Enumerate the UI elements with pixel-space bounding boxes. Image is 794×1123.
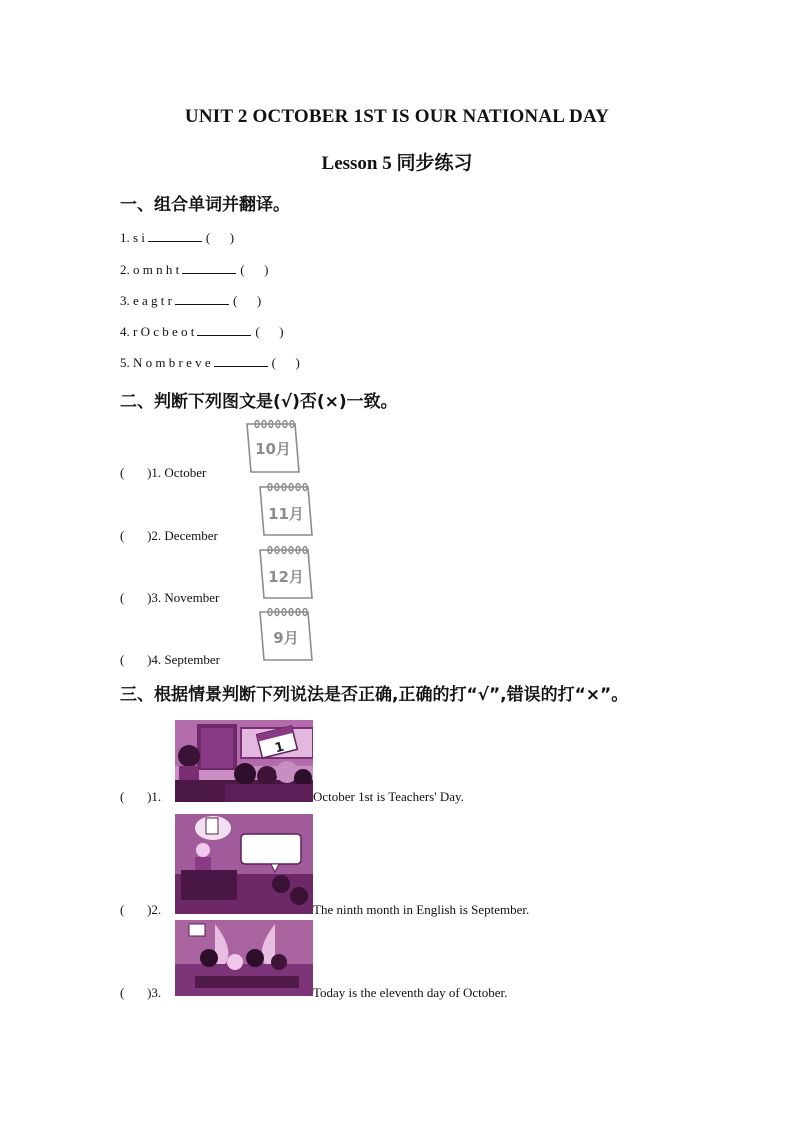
answer-paren[interactable]: ( )	[120, 902, 152, 917]
list-item	[120, 789, 161, 805]
calendar-label: 9月	[273, 629, 299, 647]
statement-text: The ninth month in English is September.	[313, 902, 530, 917]
statement-text: Today is the eleventh day of October.	[313, 985, 508, 1000]
answer-paren[interactable]: ( )	[120, 985, 152, 1000]
calendar-icon	[256, 606, 316, 666]
list-item	[120, 323, 284, 340]
answer-blank[interactable]	[148, 229, 202, 242]
list-item	[120, 652, 220, 668]
scrambled-letters: r O c b e o t	[133, 324, 195, 339]
scrambled-letters: o m n h t	[133, 262, 180, 277]
translation-paren[interactable]: ( )	[255, 324, 284, 339]
list-item	[120, 590, 219, 606]
calendar-day-number: 1	[273, 739, 286, 757]
month-word: 2. December	[151, 528, 218, 543]
translation-paren[interactable]: ( )	[240, 262, 269, 277]
translation-paren[interactable]: ( )	[232, 293, 262, 308]
calendar-label: 10月	[255, 440, 291, 458]
item-number: 1.	[120, 230, 130, 245]
list-item	[120, 261, 268, 278]
calendar-icon	[256, 544, 316, 604]
answer-paren[interactable]: ( )	[120, 465, 152, 480]
scrambled-letters: N o m b r e v e	[133, 355, 211, 370]
item-number: 2.	[120, 262, 130, 277]
calendar-label: 12月	[268, 568, 304, 586]
item-number: 3.	[151, 985, 162, 1000]
answer-paren[interactable]: ( )	[120, 789, 152, 804]
list-item	[120, 465, 206, 481]
section2-heading: 二、判断下列图文是(√)否(×)一致。	[120, 392, 398, 412]
month-word: 4. September	[151, 652, 221, 667]
section1-heading: 一、组合单词并翻译。	[120, 195, 290, 215]
calendar-icon	[243, 418, 303, 478]
item-number: 5.	[120, 355, 130, 370]
lesson-subtitle: Lesson 5 同步练习	[321, 153, 473, 174]
list-item	[120, 229, 234, 246]
answer-blank[interactable]	[182, 261, 236, 274]
classroom-calendar-picture	[175, 720, 313, 802]
month-word: 1. October	[151, 465, 207, 480]
teacher-speech-picture	[175, 814, 313, 914]
section3-heading: 三、根据情景判断下列说法是否正确,正确的打“√”,错误的打“×”。	[120, 685, 629, 705]
answer-paren[interactable]: ( )	[120, 590, 152, 605]
page-title: UNIT 2 OCTOBER 1ST IS OUR NATIONAL DAY	[184, 106, 610, 127]
list-item	[120, 292, 261, 309]
answer-blank[interactable]	[197, 323, 251, 336]
scrambled-letters: e a g t r	[133, 293, 172, 308]
list-item	[120, 985, 161, 1001]
statement-text: October 1st is Teachers' Day.	[313, 789, 464, 804]
answer-paren[interactable]: ( )	[120, 528, 152, 543]
answer-blank[interactable]	[175, 292, 229, 305]
family-room-picture	[175, 920, 313, 996]
item-number: 3.	[120, 293, 130, 308]
translation-paren[interactable]: ( )	[205, 230, 235, 245]
translation-paren[interactable]: ( )	[271, 355, 300, 370]
item-number: 1.	[151, 789, 162, 804]
list-item	[120, 354, 300, 371]
scrambled-letters: s i	[133, 230, 145, 245]
item-number: 2.	[151, 902, 162, 917]
calendar-icon	[256, 481, 316, 541]
calendar-label: 11月	[268, 505, 304, 523]
item-number: 4.	[120, 324, 130, 339]
answer-blank[interactable]	[214, 354, 268, 367]
list-item	[120, 528, 218, 544]
month-word: 3. November	[151, 590, 220, 605]
list-item	[120, 902, 161, 918]
answer-paren[interactable]: ( )	[120, 652, 152, 667]
